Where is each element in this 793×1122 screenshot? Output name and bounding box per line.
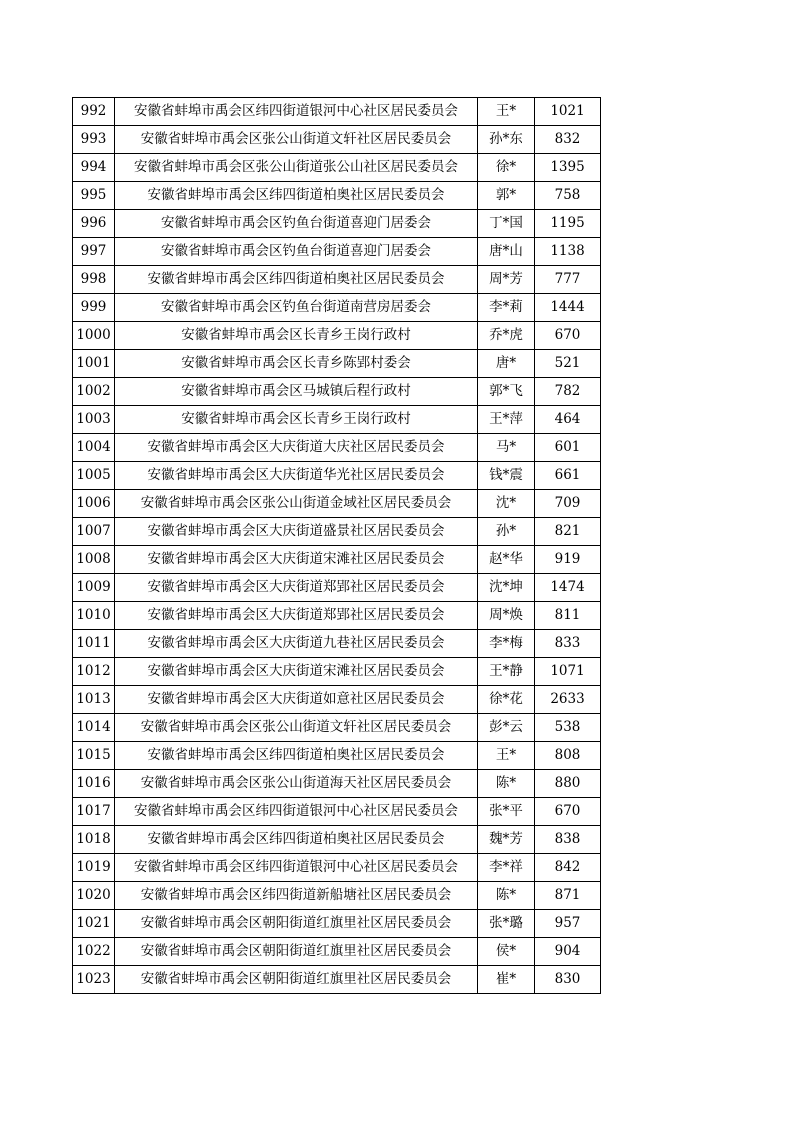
row-number-cell: 1022 xyxy=(73,938,115,966)
amount-cell: 670 xyxy=(535,798,601,826)
table-row xyxy=(73,266,601,294)
organization-cell: 安徽省蚌埠市禹会区大庆街道大庆社区居民委员会 xyxy=(115,434,478,462)
row-number-cell: 1010 xyxy=(73,602,115,630)
person-name-cell: 王* xyxy=(478,98,535,126)
organization-cell: 安徽省蚌埠市禹会区纬四街道银河中心社区居民委员会 xyxy=(115,798,478,826)
table-row xyxy=(73,210,601,238)
row-number-cell: 1012 xyxy=(73,658,115,686)
organization-cell: 安徽省蚌埠市禹会区纬四街道银河中心社区居民委员会 xyxy=(115,98,478,126)
table-row xyxy=(73,826,601,854)
row-number-cell: 1016 xyxy=(73,770,115,798)
person-name-cell: 沈* xyxy=(478,490,535,518)
person-name-cell: 李*梅 xyxy=(478,630,535,658)
amount-cell: 830 xyxy=(535,966,601,994)
amount-cell: 538 xyxy=(535,714,601,742)
table-row xyxy=(73,182,601,210)
person-name-cell: 王*静 xyxy=(478,658,535,686)
row-number-cell: 1003 xyxy=(73,406,115,434)
person-name-cell: 周*芳 xyxy=(478,266,535,294)
organization-cell: 安徽省蚌埠市禹会区马城镇后程行政村 xyxy=(115,378,478,406)
amount-cell: 957 xyxy=(535,910,601,938)
person-name-cell: 徐* xyxy=(478,154,535,182)
table-row xyxy=(73,322,601,350)
organization-cell: 安徽省蚌埠市禹会区钓鱼台街道喜迎门居委会 xyxy=(115,238,478,266)
organization-cell: 安徽省蚌埠市禹会区长青乡陈郢村委会 xyxy=(115,350,478,378)
row-number-cell: 1006 xyxy=(73,490,115,518)
organization-cell: 安徽省蚌埠市禹会区纬四街道柏奥社区居民委员会 xyxy=(115,182,478,210)
amount-cell: 1071 xyxy=(535,658,601,686)
table-row xyxy=(73,434,601,462)
row-number-cell: 1007 xyxy=(73,518,115,546)
organization-cell: 安徽省蚌埠市禹会区张公山街道海天社区居民委员会 xyxy=(115,770,478,798)
table-row xyxy=(73,406,601,434)
table-row xyxy=(73,882,601,910)
amount-cell: 661 xyxy=(535,462,601,490)
organization-cell: 安徽省蚌埠市禹会区长青乡王岗行政村 xyxy=(115,322,478,350)
row-number-cell: 1002 xyxy=(73,378,115,406)
person-name-cell: 魏*芳 xyxy=(478,826,535,854)
row-number-cell: 994 xyxy=(73,154,115,182)
table-row xyxy=(73,518,601,546)
table-row xyxy=(73,714,601,742)
table-row xyxy=(73,294,601,322)
person-name-cell: 张*平 xyxy=(478,798,535,826)
person-name-cell: 彭*云 xyxy=(478,714,535,742)
row-number-cell: 1008 xyxy=(73,546,115,574)
person-name-cell: 孙* xyxy=(478,518,535,546)
amount-cell: 2633 xyxy=(535,686,601,714)
organization-cell: 安徽省蚌埠市禹会区张公山街道文轩社区居民委员会 xyxy=(115,714,478,742)
row-number-cell: 1001 xyxy=(73,350,115,378)
organization-cell: 安徽省蚌埠市禹会区朝阳街道红旗里社区居民委员会 xyxy=(115,910,478,938)
organization-cell: 安徽省蚌埠市禹会区纬四街道银河中心社区居民委员会 xyxy=(115,854,478,882)
person-name-cell: 钱*震 xyxy=(478,462,535,490)
table-row xyxy=(73,574,601,602)
row-number-cell: 1004 xyxy=(73,434,115,462)
amount-cell: 601 xyxy=(535,434,601,462)
person-name-cell: 丁*国 xyxy=(478,210,535,238)
amount-cell: 880 xyxy=(535,770,601,798)
person-name-cell: 徐*花 xyxy=(478,686,535,714)
person-name-cell: 崔* xyxy=(478,966,535,994)
amount-cell: 709 xyxy=(535,490,601,518)
amount-cell: 808 xyxy=(535,742,601,770)
row-number-cell: 1020 xyxy=(73,882,115,910)
amount-cell: 904 xyxy=(535,938,601,966)
table-row xyxy=(73,630,601,658)
person-name-cell: 侯* xyxy=(478,938,535,966)
amount-cell: 832 xyxy=(535,126,601,154)
organization-cell: 安徽省蚌埠市禹会区大庆街道九巷社区居民委员会 xyxy=(115,630,478,658)
organization-cell: 安徽省蚌埠市禹会区大庆街道郑郢社区居民委员会 xyxy=(115,574,478,602)
amount-cell: 1138 xyxy=(535,238,601,266)
person-name-cell: 李*祥 xyxy=(478,854,535,882)
person-name-cell: 张*璐 xyxy=(478,910,535,938)
amount-cell: 833 xyxy=(535,630,601,658)
person-name-cell: 马* xyxy=(478,434,535,462)
row-number-cell: 1018 xyxy=(73,826,115,854)
amount-cell: 871 xyxy=(535,882,601,910)
table-row xyxy=(73,462,601,490)
amount-cell: 842 xyxy=(535,854,601,882)
row-number-cell: 999 xyxy=(73,294,115,322)
table-row xyxy=(73,602,601,630)
amount-cell: 838 xyxy=(535,826,601,854)
table-row xyxy=(73,154,601,182)
amount-cell: 1474 xyxy=(535,574,601,602)
data-table xyxy=(72,97,601,994)
row-number-cell: 1013 xyxy=(73,686,115,714)
row-number-cell: 1015 xyxy=(73,742,115,770)
amount-cell: 1021 xyxy=(535,98,601,126)
organization-cell: 安徽省蚌埠市禹会区朝阳街道红旗里社区居民委员会 xyxy=(115,966,478,994)
organization-cell: 安徽省蚌埠市禹会区钓鱼台街道南营房居委会 xyxy=(115,294,478,322)
amount-cell: 758 xyxy=(535,182,601,210)
organization-cell: 安徽省蚌埠市禹会区长青乡王岗行政村 xyxy=(115,406,478,434)
amount-cell: 777 xyxy=(535,266,601,294)
row-number-cell: 993 xyxy=(73,126,115,154)
row-number-cell: 1014 xyxy=(73,714,115,742)
person-name-cell: 唐*山 xyxy=(478,238,535,266)
organization-cell: 安徽省蚌埠市禹会区纬四街道新船塘社区居民委员会 xyxy=(115,882,478,910)
person-name-cell: 周*焕 xyxy=(478,602,535,630)
organization-cell: 安徽省蚌埠市禹会区纬四街道柏奥社区居民委员会 xyxy=(115,266,478,294)
row-number-cell: 996 xyxy=(73,210,115,238)
table-row xyxy=(73,798,601,826)
table-row xyxy=(73,910,601,938)
table-row xyxy=(73,686,601,714)
amount-cell: 1195 xyxy=(535,210,601,238)
table-row xyxy=(73,126,601,154)
row-number-cell: 995 xyxy=(73,182,115,210)
person-name-cell: 孙*东 xyxy=(478,126,535,154)
table-row xyxy=(73,238,601,266)
organization-cell: 安徽省蚌埠市禹会区大庆街道华光社区居民委员会 xyxy=(115,462,478,490)
person-name-cell: 唐* xyxy=(478,350,535,378)
person-name-cell: 王* xyxy=(478,742,535,770)
person-name-cell: 李*莉 xyxy=(478,294,535,322)
person-name-cell: 沈*坤 xyxy=(478,574,535,602)
amount-cell: 821 xyxy=(535,518,601,546)
table-row xyxy=(73,546,601,574)
amount-cell: 811 xyxy=(535,602,601,630)
amount-cell: 1395 xyxy=(535,154,601,182)
organization-cell: 安徽省蚌埠市禹会区张公山街道金域社区居民委员会 xyxy=(115,490,478,518)
organization-cell: 安徽省蚌埠市禹会区大庆街道如意社区居民委员会 xyxy=(115,686,478,714)
organization-cell: 安徽省蚌埠市禹会区朝阳街道红旗里社区居民委员会 xyxy=(115,938,478,966)
organization-cell: 安徽省蚌埠市禹会区大庆街道郑郢社区居民委员会 xyxy=(115,602,478,630)
organization-cell: 安徽省蚌埠市禹会区纬四街道柏奥社区居民委员会 xyxy=(115,742,478,770)
organization-cell: 安徽省蚌埠市禹会区纬四街道柏奥社区居民委员会 xyxy=(115,826,478,854)
amount-cell: 521 xyxy=(535,350,601,378)
organization-cell: 安徽省蚌埠市禹会区大庆街道宋滩社区居民委员会 xyxy=(115,658,478,686)
organization-cell: 安徽省蚌埠市禹会区大庆街道宋滩社区居民委员会 xyxy=(115,546,478,574)
organization-cell: 安徽省蚌埠市禹会区大庆街道盛景社区居民委员会 xyxy=(115,518,478,546)
amount-cell: 670 xyxy=(535,322,601,350)
row-number-cell: 1000 xyxy=(73,322,115,350)
table-row xyxy=(73,98,601,126)
person-name-cell: 陈* xyxy=(478,882,535,910)
amount-cell: 782 xyxy=(535,378,601,406)
row-number-cell: 1019 xyxy=(73,854,115,882)
row-number-cell: 1021 xyxy=(73,910,115,938)
table-row xyxy=(73,854,601,882)
table-row xyxy=(73,378,601,406)
row-number-cell: 1005 xyxy=(73,462,115,490)
table-body xyxy=(73,98,601,994)
table-row xyxy=(73,742,601,770)
person-name-cell: 陈* xyxy=(478,770,535,798)
row-number-cell: 998 xyxy=(73,266,115,294)
row-number-cell: 997 xyxy=(73,238,115,266)
organization-cell: 安徽省蚌埠市禹会区张公山街道张公山社区居民委员会 xyxy=(115,154,478,182)
table-row xyxy=(73,350,601,378)
table-row xyxy=(73,490,601,518)
amount-cell: 1444 xyxy=(535,294,601,322)
table-row xyxy=(73,770,601,798)
person-name-cell: 郭* xyxy=(478,182,535,210)
amount-cell: 919 xyxy=(535,546,601,574)
person-name-cell: 乔*虎 xyxy=(478,322,535,350)
row-number-cell: 1011 xyxy=(73,630,115,658)
row-number-cell: 1023 xyxy=(73,966,115,994)
table-row xyxy=(73,966,601,994)
table-row xyxy=(73,658,601,686)
row-number-cell: 1017 xyxy=(73,798,115,826)
table-row xyxy=(73,938,601,966)
person-name-cell: 赵*华 xyxy=(478,546,535,574)
organization-cell: 安徽省蚌埠市禹会区钓鱼台街道喜迎门居委会 xyxy=(115,210,478,238)
row-number-cell: 1009 xyxy=(73,574,115,602)
person-name-cell: 郭*飞 xyxy=(478,378,535,406)
row-number-cell: 992 xyxy=(73,98,115,126)
amount-cell: 464 xyxy=(535,406,601,434)
person-name-cell: 王*萍 xyxy=(478,406,535,434)
organization-cell: 安徽省蚌埠市禹会区张公山街道文轩社区居民委员会 xyxy=(115,126,478,154)
